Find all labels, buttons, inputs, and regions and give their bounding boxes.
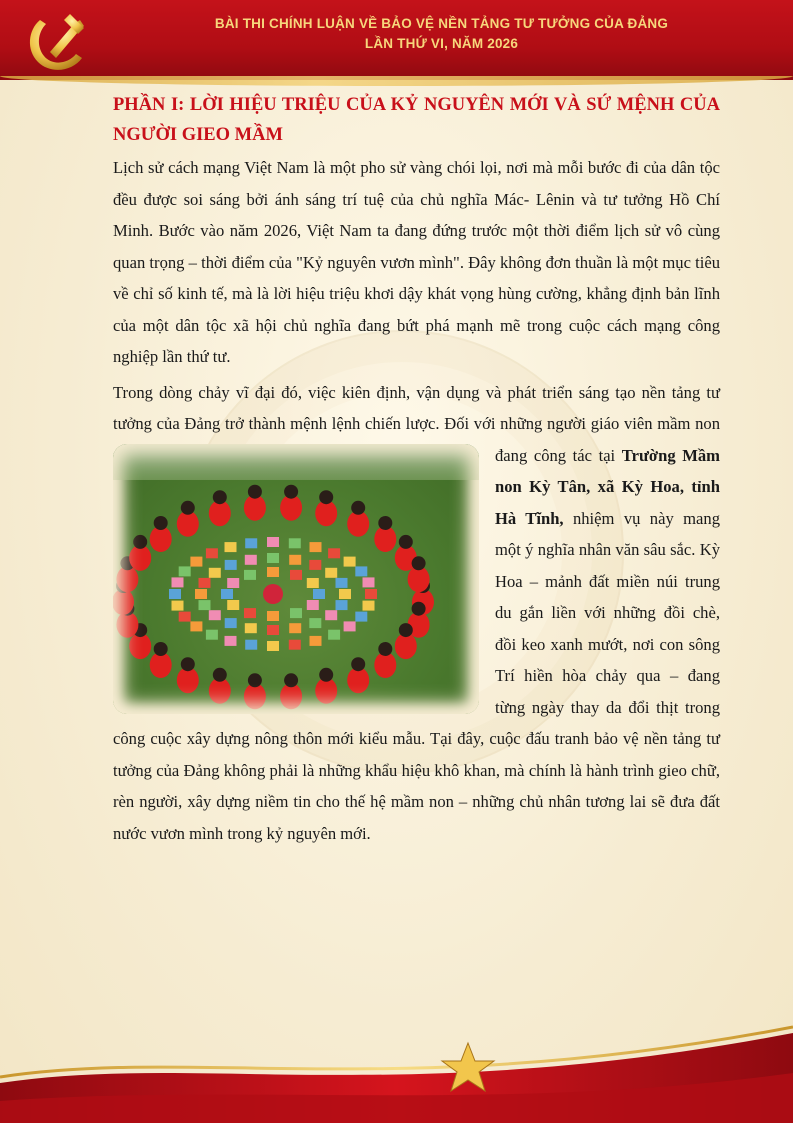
children-circle-photo <box>113 444 479 714</box>
header-banner <box>0 0 793 80</box>
main-content <box>113 90 720 853</box>
header-title-line-1: BÀI THI CHÍNH LUẬN VỀ BẢO VỆ NỀN TẢNG TƯ TƯỞNG CỦA ĐẢNG <box>214 16 669 31</box>
header-title-line-2: LẦN THỨ VI, NĂM 2026 <box>364 36 519 51</box>
paragraph-2-rest: nhiệm vụ này mang một ý nghĩa nhân văn sâu sắc. Kỳ Hoa – mảnh đất miền núi trung du gắn liền với những đồi chè, đồi keo xanh mướt, nơi con sông Trí hiền hòa chảy qua – đang từng ngày thay da đổi thịt trong công cuộc xây dựng nông thôn mới kiểu mẫu. Tại đây, cuộc đấu tranh bảo vệ nền tảng tư tưởng của Đảng không phải là những khẩu hiệu khô khan, mà chính là hành trình gieo chữ, rèn người, xây dựng niềm tin cho thế hệ mầm non – những chủ nhân tương lai sẽ đưa đất nước vươn mình trong kỷ nguyên mới. <box>113 508 720 843</box>
footer-decoration <box>0 1013 793 1123</box>
photo-vignette <box>113 444 479 714</box>
hammer-sickle-icon <box>20 6 94 76</box>
paragraph-2-intro: Trong dòng chảy vĩ đại đó, việc kiên định, vận dụng và phát triển sáng tạo nền tảng tư tưởng của Đảng trở thành mệnh lệnh chiến lược. Đối với những người <box>113 382 720 433</box>
section-title: PHẦN I: LỜI HIỆU TRIỆU CỦA KỶ NGUYÊN MỚI VÀ SỨ MỆNH CỦA NGƯỜI GIEO MẦM <box>113 95 720 145</box>
header-title <box>110 14 773 54</box>
paragraph-2-intro-cont: giáo viên mầm non đang công tác tại <box>495 414 721 465</box>
paragraph-1: Lịch sử cách mạng Việt Nam là một pho sử vàng chói lọi, nơi mà mỗi bước đi của dân tộc đều được soi sáng bởi ánh sáng trí tuệ của chủ nghĩa Mác- Lênin và tư tưởng Hồ Chí Minh. Bước vào năm 2026, Việt Nam ta đang đứng trước một thời điểm lịch sử vô cùng quan trọng – thời điểm của "Kỷ nguyên vươn mình". Đây không đơn thuần là một mục tiêu về chỉ số kinh tế, mà là lời hiệu triệu khơi dậy khát vọng hùng cường, khẳng định bản lĩnh của một dân tộc xã hội chủ nghĩa đang bứt phá mạnh mẽ trong cuộc cách mạng công nghiệp lần thứ tư. <box>113 158 720 366</box>
school-name: Trường Mầm non Kỳ Tân, xã Kỳ Hoa, tỉnh Hà Tĩnh, <box>495 445 720 528</box>
paragraph-2 <box>113 377 720 850</box>
